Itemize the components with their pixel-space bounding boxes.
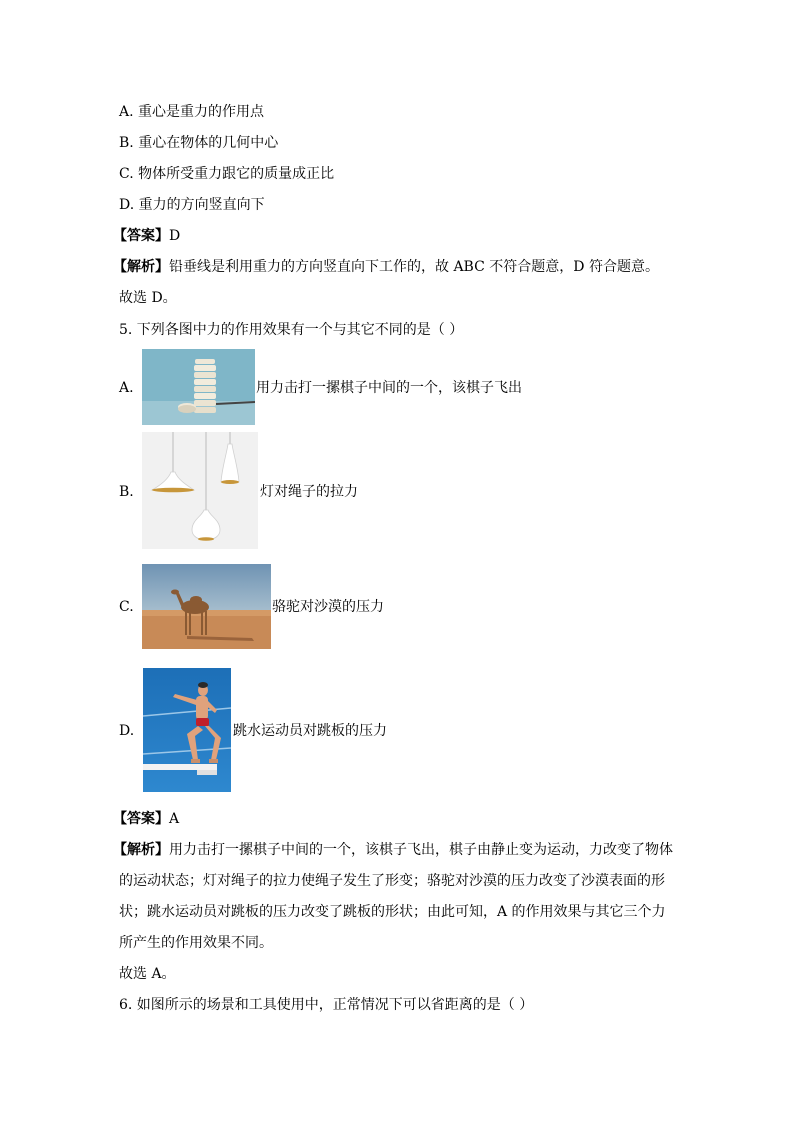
answer-value: A bbox=[169, 811, 180, 827]
q5-option-b-letter: B. bbox=[119, 484, 134, 500]
q6-stem: 6. 如图所示的场景和工具使用中，正常情况下可以省距离的是（ ） bbox=[119, 997, 534, 1013]
q4-choose: 故选 D。 bbox=[119, 290, 177, 306]
analysis-label: 【解析】 bbox=[113, 842, 169, 858]
answer-label: 【答案】 bbox=[113, 228, 169, 244]
q5-option-c-letter: C. bbox=[119, 599, 134, 615]
q4-option-b: B. 重心在物体的几何中心 bbox=[119, 135, 279, 151]
camel-desert-image bbox=[142, 564, 271, 649]
analysis-label: 【解析】 bbox=[113, 259, 169, 275]
answer-value: D bbox=[169, 228, 181, 244]
q4-option-c: C. 物体所受重力跟它的质量成正比 bbox=[119, 166, 335, 182]
q4-analysis bbox=[113, 257, 659, 277]
q4-option-d: D. 重力的方向竖直向下 bbox=[119, 197, 265, 213]
q5-option-d-caption: 跳水运动员对跳板的压力 bbox=[233, 723, 387, 739]
q4-option-a: A. 重心是重力的作用点 bbox=[119, 104, 265, 120]
pendant-lamps-image bbox=[142, 432, 258, 549]
checker-stack-image bbox=[142, 349, 255, 425]
q5-analysis bbox=[113, 835, 679, 959]
q4-answer bbox=[113, 226, 180, 246]
q5-answer bbox=[113, 809, 179, 829]
q5-option-d-letter: D. bbox=[119, 723, 135, 739]
answer-label: 【答案】 bbox=[113, 811, 169, 827]
q5-option-a-letter: A. bbox=[119, 380, 134, 396]
analysis-text: 用力击打一摞棋子中间的一个，该棋子飞出，棋子由静止变为运动，力改变了物体的运动状态；灯对绳子的拉力使绳子发生了形变；骆驼对沙漠的压力改变了沙漠表面的形状；跳水运动员对跳板的压力改变了跳板的形状；由此可知，A 的作用效果与其它三个力所产生的作用效果不同。 bbox=[119, 842, 673, 951]
q5-stem: 5. 下列各图中力的作用效果有一个与其它不同的是（ ） bbox=[119, 322, 464, 338]
q5-choose: 故选 A。 bbox=[119, 966, 176, 982]
diver-springboard-image bbox=[143, 668, 231, 792]
q5-option-b-caption: 灯对绳子的拉力 bbox=[260, 484, 358, 500]
q5-option-a-caption: 用力击打一摞棋子中间的一个，该棋子飞出 bbox=[256, 380, 522, 396]
q5-option-c-caption: 骆驼对沙漠的压力 bbox=[272, 599, 384, 615]
analysis-text: 铅垂线是利用重力的方向竖直向下工作的，故 ABC 不符合题意，D 符合题意。 bbox=[169, 259, 659, 275]
